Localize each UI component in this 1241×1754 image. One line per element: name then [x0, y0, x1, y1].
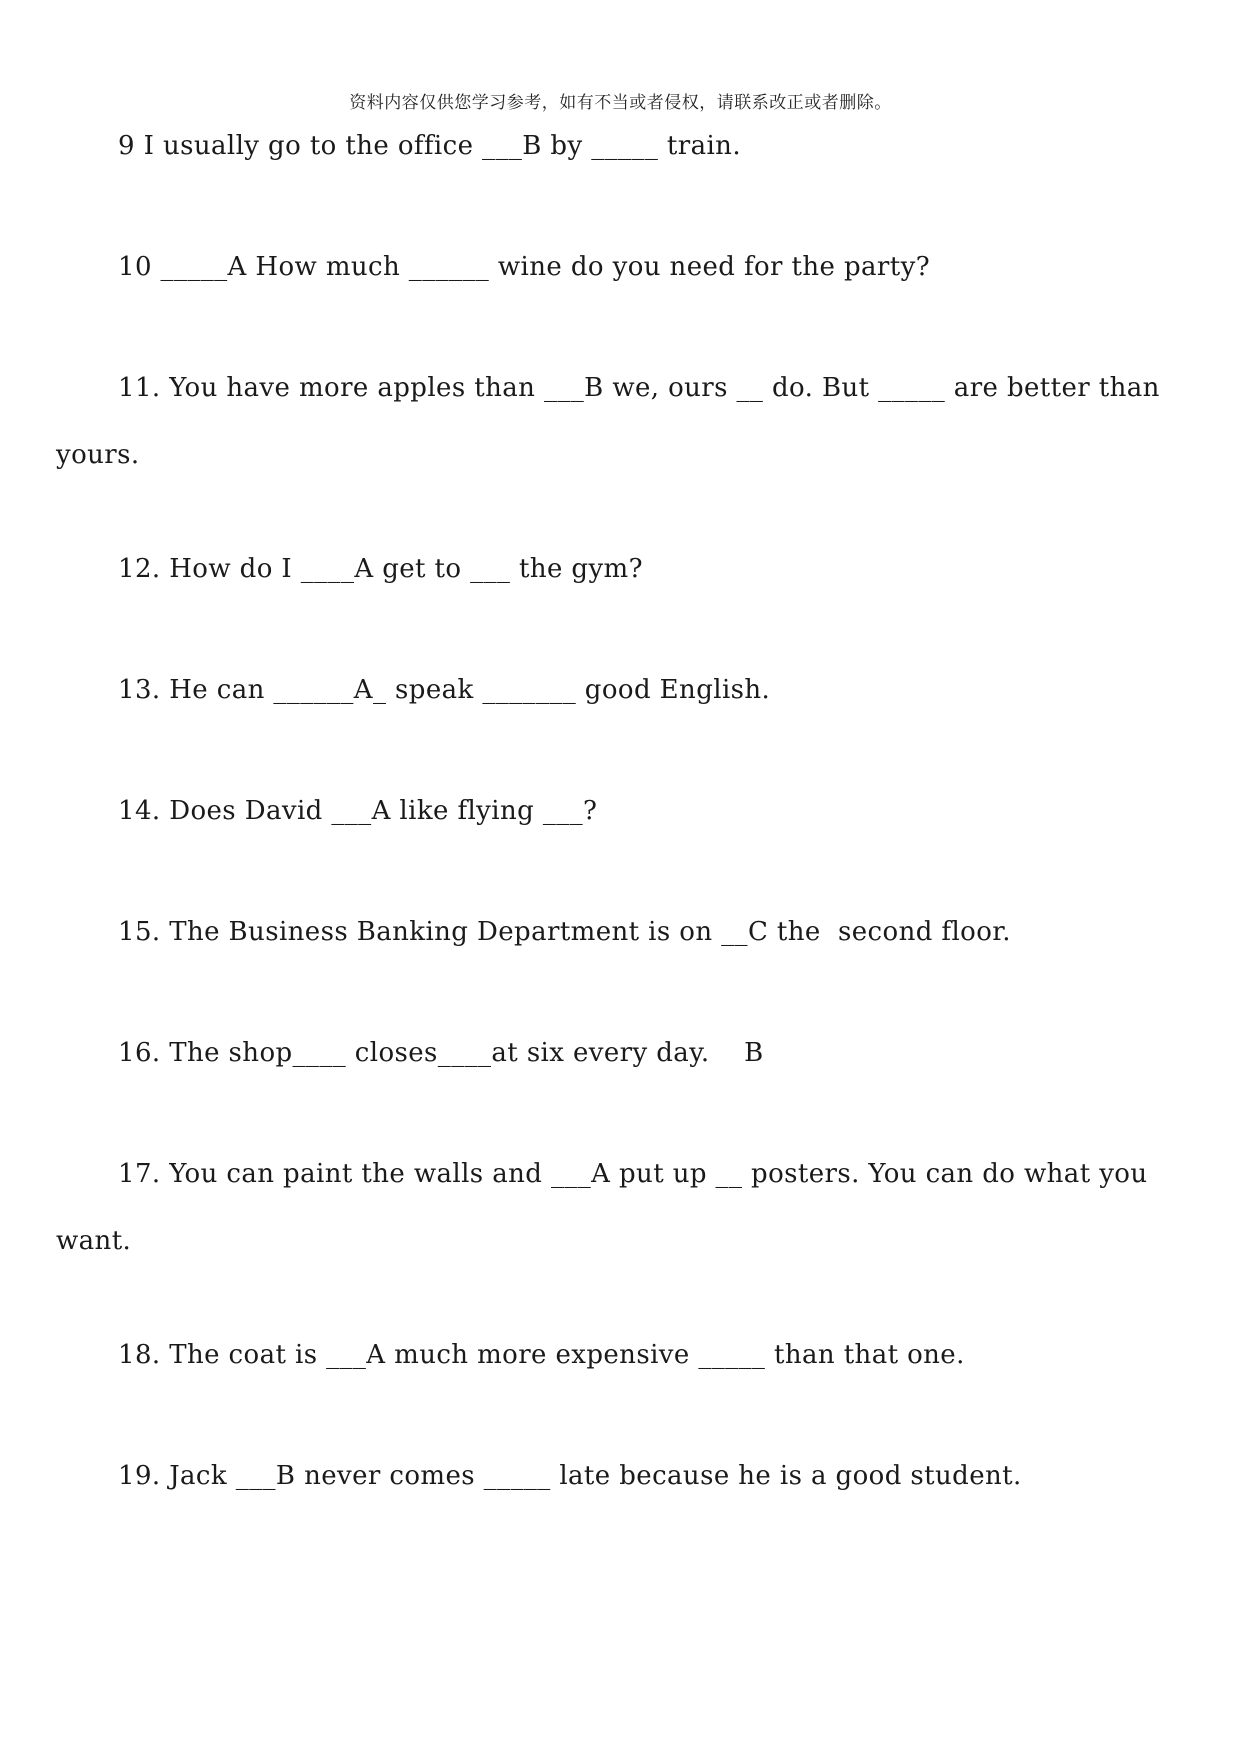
copyright-disclaimer: 资料内容仅供您学习参考，如有不当或者侵权，请联系改正或者删除。: [349, 93, 892, 113]
question-12: 12. How do I ____A get to ___ the gym?: [118, 554, 643, 584]
question-11: 11. You have more apples than ___B we, ours __ do. But _____ are better than yours.: [56, 373, 1169, 470]
question-13: 13. He can ______A_ speak _______ good English.: [118, 675, 771, 705]
question-14: 14. Does David ___A like flying ___?: [118, 796, 598, 826]
question-9: 9 I usually go to the office ___B by _____ train.: [118, 131, 741, 161]
question-18: 18. The coat is ___A much more expensive _____ than that one.: [118, 1340, 965, 1370]
question-17: 17. You can paint the walls and ___A put up __ posters. You can do what you want.: [56, 1159, 1157, 1256]
question-10: 10 _____A How much ______ wine do you need for the party?: [118, 252, 931, 282]
question-16: 16. The shop____ closes____at six every day. B: [118, 1038, 764, 1068]
question-19: 19. Jack ___B never comes _____ late because he is a good student.: [118, 1461, 1022, 1491]
question-15: 15. The Business Banking Department is on __C the second floor.: [118, 917, 1011, 947]
